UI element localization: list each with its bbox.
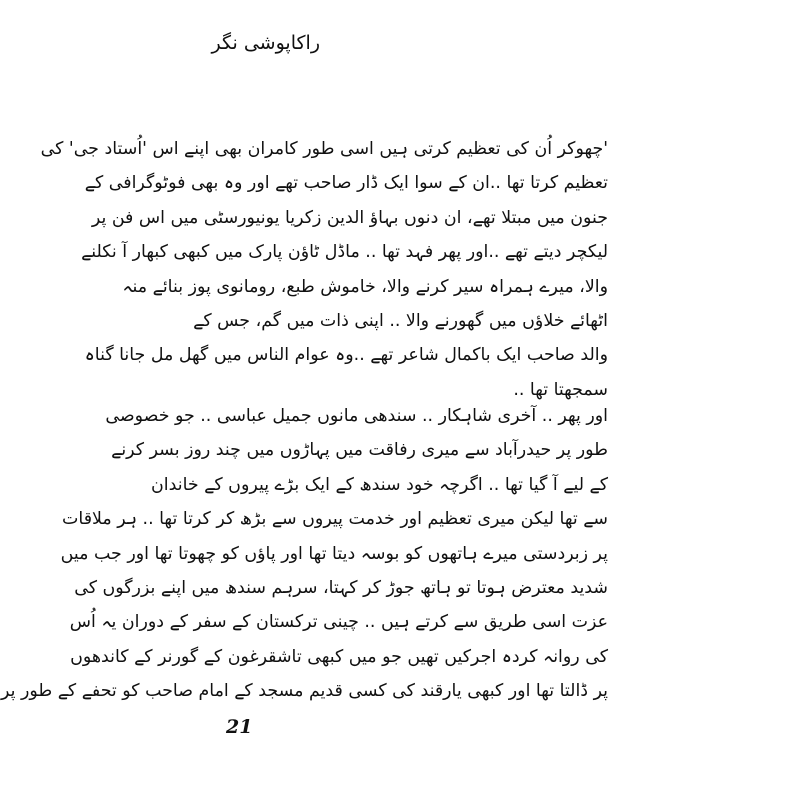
text-line: لیکچر دیتے تھے ..اور پھر فہد تھا .. ماڈل ٹاؤن پارک میں کبھی کبھار آ نکلنے (81, 242, 608, 263)
text-line: سے تھا لیکن میری تعظیم اور خدمت پیروں سے بڑھ کر کرتا تھا .. ہر ملاقات (62, 509, 608, 530)
text-line: پر ڈالتا تھا اور کبھی یارقند کی کسی قدیم مسجد کے امام صاحب کو تحفے کے طور پر (1, 681, 608, 702)
text-line: والا، میرے ہمراہ سیر کرنے والا، خاموش طبع، رومانوی پوز بنائے منہ (122, 276, 608, 297)
text-line: کی روانہ کردہ اجرکیں تھیں جو میں کبھی تاشقرغون کے گورنر کے کاندھوں (70, 646, 608, 667)
text-line: کے لیے آ گیا تھا .. اگرچہ خود سندھ کے ایک بڑے پیروں کے خاندان (151, 474, 608, 495)
text-line: تعظیم کرتا تھا ..ان کے سوا ایک ڈار صاحب تھے اور وہ بھی فوٹوگرافی کے (84, 173, 608, 194)
text-line: شدید معترض ہوتا تو ہاتھ جوڑ کر کہتا، سرہم سندھ میں اپنے بزرگوں کی (74, 578, 608, 599)
paragraph-1 (40, 132, 608, 407)
paragraph-2 (1, 399, 608, 709)
page-number: 21 (226, 716, 253, 738)
text-line: جنون میں مبتلا تھے، ان دنوں بہاؤ الدین زکریا یونیورسٹی میں اس فن پر (91, 207, 608, 228)
text-line: اٹھائے خلاؤں میں گھورنے والا .. اپنی ذات میں گم، جس کے (193, 311, 608, 332)
text-line: سمجھتا تھا .. (513, 379, 608, 400)
text-line: والد صاحب ایک باکمال شاعر تھے ..وہ عوام الناس میں گھل مل جانا گناہ (84, 345, 608, 366)
text-line: اور پھر .. آخری شاہکار .. سندھی مانوں جمیل عباسی .. جو خصوصی (105, 406, 608, 426)
running-header: راکاپوشی نگر (211, 32, 320, 54)
text-line: پر زبردستی میرے ہاتھوں کو بوسہ دیتا تھا اور پاؤں کو چھوتا تھا اور جب میں (60, 543, 608, 564)
text-line: 'چھوکر اُن کی تعظیم کرتی ہیں اسی طور کامران بھی اپنے اس 'اُستاد جی' کی (40, 139, 608, 159)
text-line: طور پر حیدرآباد سے میری رفاقت میں پہاڑوں میں چند روز بسر کرنے (111, 440, 608, 461)
text-line: عزت اسی طریق سے کرتے ہیں .. چینی ترکستان کے سفر کے دوران یہ اُس (69, 612, 608, 633)
